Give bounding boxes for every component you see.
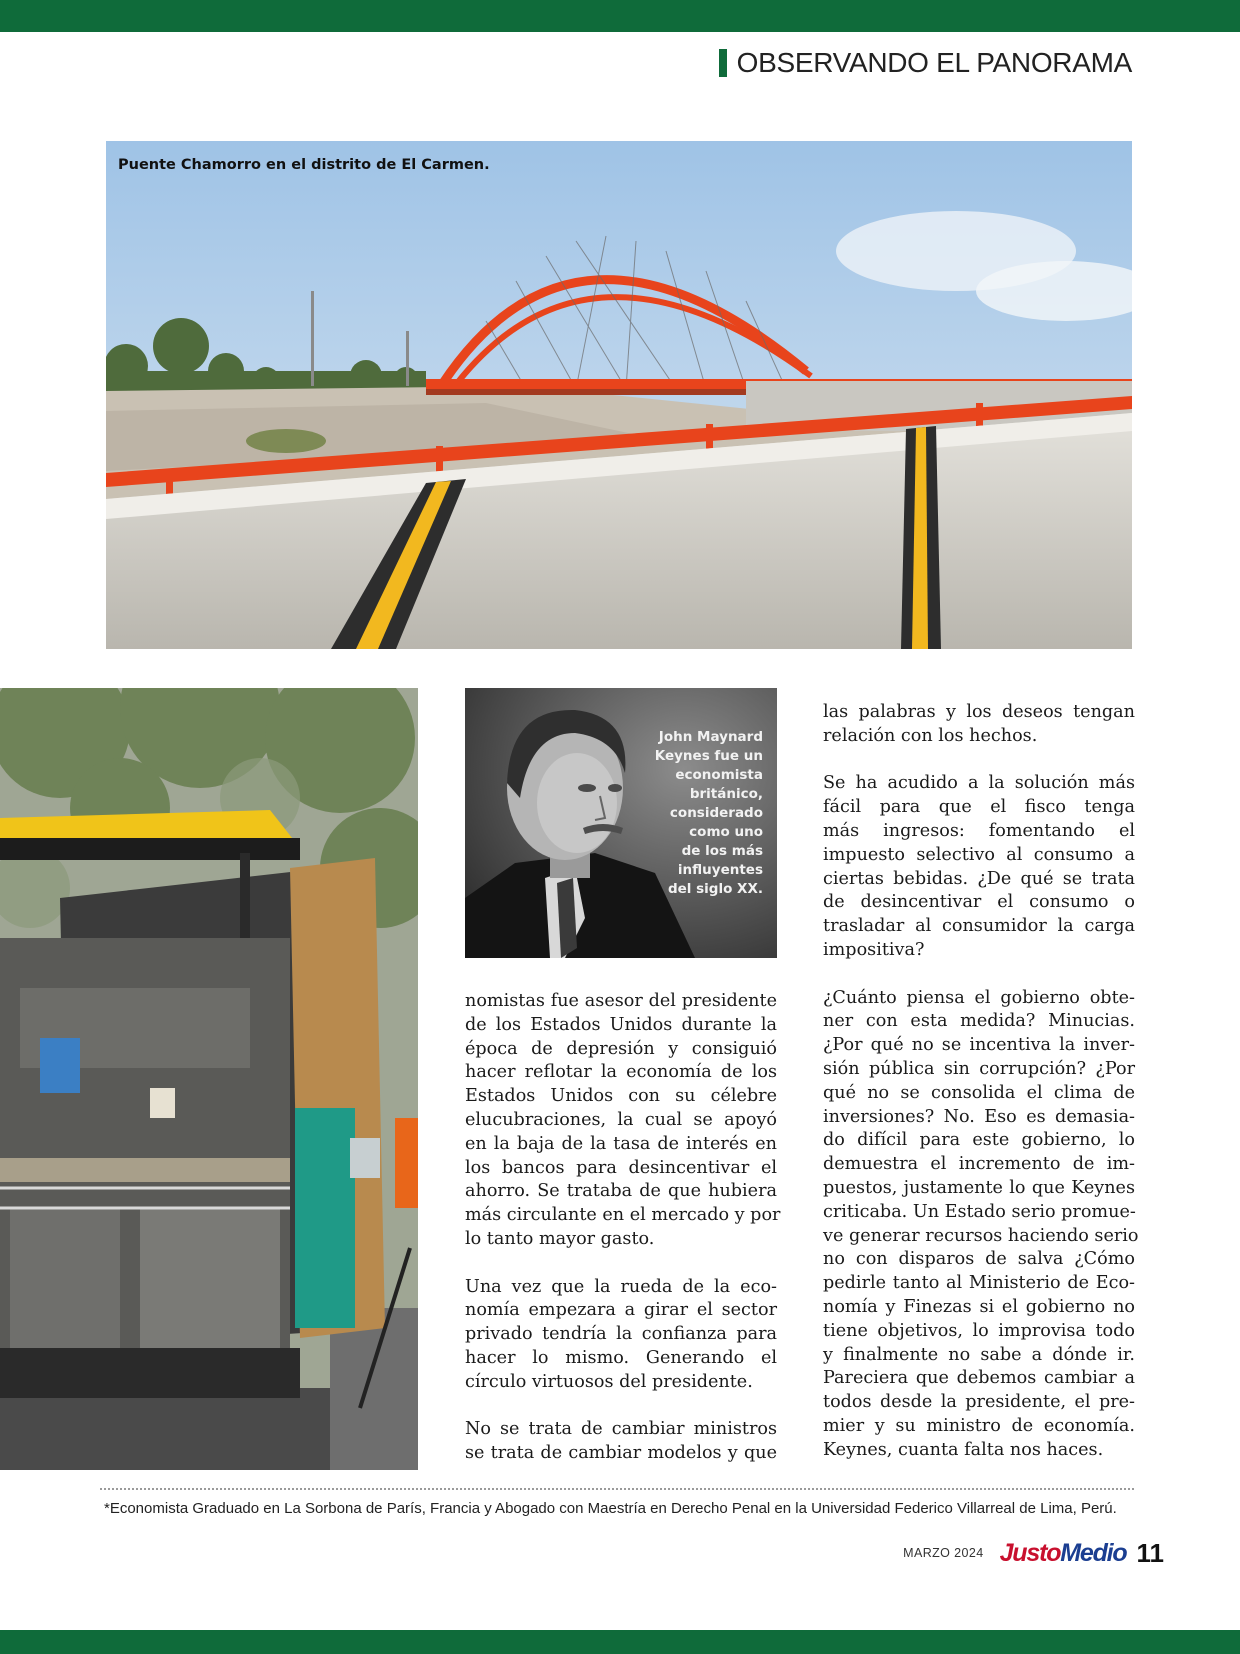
- text-line: las palabras y los deseos tengan: [823, 702, 1135, 722]
- text-line: todos desde la presidente, el pre-: [823, 1392, 1135, 1413]
- article-column-middle: [465, 990, 781, 1466]
- text-line: no con disparos de salva ¿Cómo: [823, 1249, 1135, 1270]
- text-line: ve generar recursos haciendo serio: [823, 1225, 1139, 1246]
- bridge-photo: [106, 141, 1132, 649]
- text-line: época de depresión y consiguió: [465, 1038, 777, 1059]
- paragraph: [465, 1276, 777, 1395]
- page-number: 11: [1136, 1537, 1164, 1568]
- text-line: hacer lo mismo. Generando el: [465, 1347, 777, 1368]
- text-line: relación con los hechos.: [823, 725, 1038, 746]
- text-line: impuesto selectivo al consumo a: [823, 844, 1135, 865]
- author-footnote: *Economista Graduado en La Sorbona de París, Francia y Abogado con Maestría en Derecho Penal en la Universidad Federico Villarreal de Lima, Perú.: [104, 1500, 1117, 1517]
- text-line: círculo virtuosos del presidente.: [465, 1371, 753, 1392]
- text-line: qué no se consolida el clima de: [823, 1082, 1135, 1103]
- text-line: en la baja de la tasa de interés en: [465, 1133, 777, 1154]
- bridge-photo-caption: Puente Chamorro en el distrito de El Carmen.: [118, 157, 490, 173]
- keynes-caption-line: británico,: [689, 786, 763, 802]
- issue-date: MARZO 2024: [903, 1546, 984, 1560]
- paragraph: [823, 772, 1135, 962]
- text-line: do difícil para este gobierno, lo: [823, 1130, 1135, 1151]
- keynes-caption-line: considerado: [669, 805, 763, 821]
- text-line: Se ha acudido a la solución más: [823, 773, 1135, 794]
- text-line: Pareciera que debemos cambiar a: [823, 1368, 1135, 1389]
- text-line: Una vez que la rueda de la eco-: [465, 1276, 777, 1297]
- text-line: fácil para que el fisco tenga: [823, 797, 1135, 818]
- keynes-caption-line: John Maynard: [658, 729, 763, 745]
- text-line: tiene objetivos, lo improvisa todo: [823, 1320, 1135, 1341]
- paver-illustration: [0, 688, 418, 1470]
- magazine-logo: [1000, 1539, 1127, 1568]
- article-column-right: [823, 701, 1139, 1463]
- text-line: inversiones? No. Eso es demasia-: [823, 1106, 1135, 1127]
- text-line: ¿Cuánto piensa el gobierno obte-: [823, 987, 1135, 1008]
- paragraph: [465, 1418, 777, 1466]
- text-line: Keynes, cuanta falta nos haces.: [823, 1439, 1104, 1460]
- text-line: los bancos para desincentivar el: [465, 1157, 777, 1178]
- text-line: ahorro. Se trataba de que hubiera: [465, 1181, 777, 1202]
- text-line: Estados Unidos con su célebre: [465, 1086, 777, 1107]
- keynes-photo-caption: [643, 728, 763, 899]
- text-line: se trata de cambiar modelos y que: [465, 1443, 777, 1464]
- paver-photo: [0, 688, 418, 1470]
- keynes-caption-line: como uno: [689, 824, 763, 840]
- logo-part-medio: Medio: [1060, 1538, 1127, 1567]
- keynes-caption-line: de los más: [681, 843, 763, 859]
- keynes-photo: [465, 688, 777, 958]
- paragraph: [823, 987, 1139, 1463]
- paragraph: [465, 990, 781, 1252]
- text-line: hacer reflotar la economía de los: [465, 1062, 777, 1083]
- keynes-caption-line: del siglo XX.: [667, 881, 763, 897]
- text-line: privado tendría la confianza para: [465, 1324, 777, 1345]
- text-line: trasladar al consumidor la carga: [823, 916, 1135, 937]
- bottom-color-band: [0, 1630, 1240, 1654]
- top-color-band: [0, 0, 1240, 32]
- page-folio: [903, 1536, 1164, 1570]
- text-line: lo tanto mayor gasto.: [465, 1228, 655, 1249]
- section-header: [719, 46, 1132, 80]
- text-line: pedirle tanto al Ministerio de Eco-: [823, 1273, 1135, 1294]
- section-header-marker: [719, 49, 727, 77]
- text-line: de desincentivar el consumo o: [823, 892, 1135, 913]
- keynes-caption-line: Keynes fue un: [654, 748, 763, 764]
- text-line: elucubraciones, la cual se apoyó: [465, 1109, 777, 1130]
- logo-part-justo: Justo: [999, 1538, 1061, 1567]
- text-line: sión pública sin corrupción? ¿Por: [823, 1058, 1135, 1079]
- text-line: mier y su ministro de economía.: [823, 1415, 1135, 1436]
- text-line: puestos, justamente lo que Keynes: [823, 1177, 1135, 1198]
- footnote-divider: [100, 1488, 1134, 1490]
- section-title: OBSERVANDO EL PANORAMA: [736, 47, 1132, 78]
- text-line: nomía empezara a girar el sector: [465, 1300, 777, 1321]
- keynes-caption-line: influyentes: [677, 862, 763, 878]
- bridge-illustration: [106, 141, 1132, 649]
- text-line: de los Estados Unidos durante la: [465, 1014, 777, 1035]
- text-line: criticaba. Un Estado serio promue-: [823, 1201, 1136, 1222]
- text-line: nomía y Finezas si el gobierno no: [823, 1296, 1135, 1317]
- text-line: ciertas bebidas. ¿De qué se trata: [823, 868, 1135, 889]
- text-line: demuestra el incremento de im-: [823, 1154, 1135, 1175]
- text-line: más circulante en el mercado y por: [465, 1205, 781, 1226]
- text-line: y finalmente no sabe a dónde ir.: [823, 1344, 1135, 1365]
- paragraph: [823, 701, 1135, 749]
- text-line: No se trata de cambiar ministros: [465, 1419, 777, 1440]
- keynes-caption-line: economista: [675, 767, 763, 783]
- text-line: ¿Por qué no se incentiva la inver-: [823, 1035, 1135, 1056]
- text-line: nomistas fue asesor del presidente: [465, 991, 777, 1011]
- text-line: más ingresos: fomentando el: [823, 820, 1135, 841]
- text-line: impositiva?: [823, 939, 925, 960]
- text-line: ner con esta medida? Minucias.: [823, 1011, 1135, 1032]
